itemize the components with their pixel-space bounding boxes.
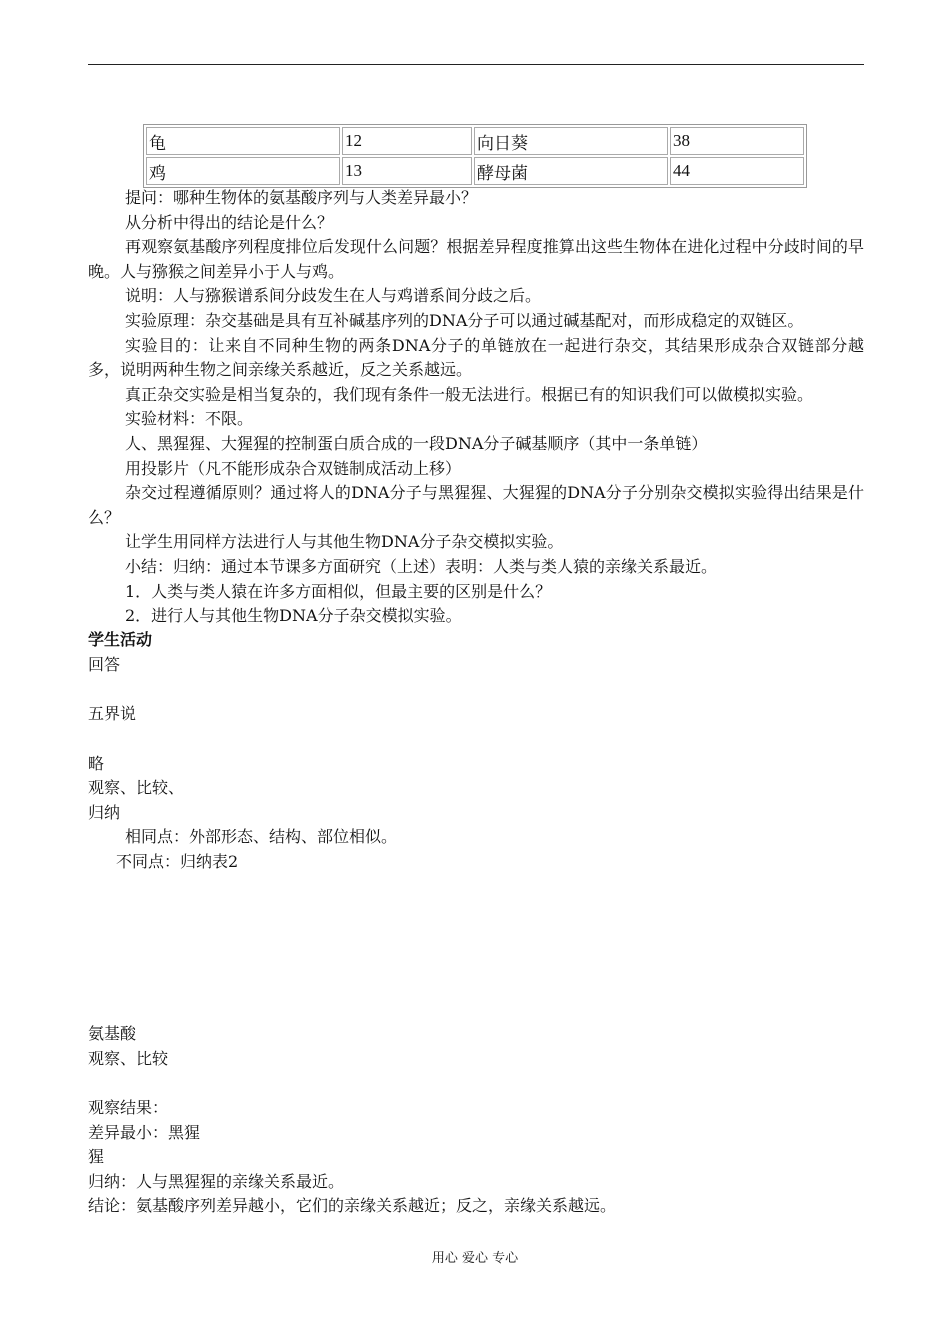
student-line: 结论：氨基酸序列差异越小，它们的亲缘关系越近；反之，亲缘关系越远。 — [88, 1196, 617, 1216]
student-line: 略 — [88, 753, 105, 773]
table-cell: 12 — [342, 127, 472, 155]
table-cell: 44 — [670, 157, 804, 185]
list-item: 1．人类与类人猿在许多方面相似，但最主要的区别是什么？ — [125, 581, 552, 601]
student-line: 归纳：人与黑猩猩的亲缘关系最近。 — [88, 1171, 345, 1191]
student-line: 猩 — [88, 1147, 105, 1167]
student-line: 差异最小：黑猩 — [88, 1122, 201, 1142]
paragraph: 实验原理：杂交基础是具有互补碱基序列的DNA分子可以通过碱基配对，而形成稳定的双链区。 — [125, 310, 804, 330]
page-footer: 用心 爱心 专心 — [431, 1251, 519, 1266]
table-row — [146, 127, 804, 155]
student-line: 观察、比较 — [88, 1048, 169, 1068]
paragraph: 小结：归纳：通过本节课多方面研究（上述）表明：人类与类人猿的亲缘关系最近。 — [125, 556, 718, 576]
paragraph: 提问：哪种生物体的氨基酸序列与人类差异最小？ — [125, 188, 478, 207]
table-cell: 38 — [670, 127, 804, 155]
document-body — [88, 186, 864, 1219]
student-line: 观察结果： — [88, 1097, 169, 1117]
paragraph: 说明：人与猕猴谱系间分歧发生在人与鸡谱系间分歧之后。 — [125, 286, 542, 306]
paragraph: 实验材料：不限。 — [125, 409, 254, 429]
paragraph: 真正杂交实验是相当复杂的，我们现有条件一般无法进行。根据已有的知识我们可以做模拟实验。 — [125, 384, 814, 404]
section-heading: 学生活动 — [88, 631, 153, 649]
paragraph: 实验目的：让来自不同种生物的两条DNA分子的单链放在一起进行杂交，其结果形成杂合双链部分越多，说明两种生物之间亲缘关系越近，反之关系越远。 — [88, 335, 864, 380]
table-row — [146, 157, 804, 185]
paragraph: 用投影片（凡不能形成杂合双链制成活动上移） — [125, 458, 462, 478]
paragraph: 从分析中得出的结论是什么？ — [125, 212, 334, 232]
student-line: 不同点：归纳表2 — [116, 852, 239, 872]
header-rule — [88, 64, 864, 65]
student-line: 氨基酸 — [88, 1024, 137, 1044]
table-cell: 鸡 — [146, 157, 340, 185]
table-cell: 龟 — [146, 127, 340, 155]
table-cell: 13 — [342, 157, 472, 185]
comparison-table — [143, 124, 807, 188]
table-cell: 向日葵 — [474, 127, 668, 155]
list-item: 2．进行人与其他生物DNA分子杂交模拟实验。 — [125, 606, 462, 626]
paragraph: 再观察氨基酸序列程度排位后发现什么问题？根据差异程度推算出这些生物体在进化过程中分歧时间的早晚。人与猕猴之间差异小于人与鸡。 — [88, 237, 864, 281]
student-line: 观察、比较、 — [88, 778, 185, 798]
table-cell: 酵母菌 — [474, 157, 668, 185]
student-line: 相同点：外部形态、结构、部位相似。 — [125, 827, 398, 847]
student-line: 五界说 — [88, 704, 137, 724]
paragraph: 人、黑猩猩、大猩猩的控制蛋白质合成的一段DNA分子碱基顺序（其中一条单链） — [125, 433, 708, 453]
student-line: 回答 — [88, 655, 121, 675]
student-line: 归纳 — [88, 802, 121, 822]
paragraph: 杂交过程遵循原则？通过将人的DNA分子与黑猩猩、大猩猩的DNA分子分别杂交模拟实验得出结果是什么？ — [88, 483, 864, 527]
paragraph: 让学生用同样方法进行人与其他生物DNA分子杂交模拟实验。 — [125, 532, 564, 552]
